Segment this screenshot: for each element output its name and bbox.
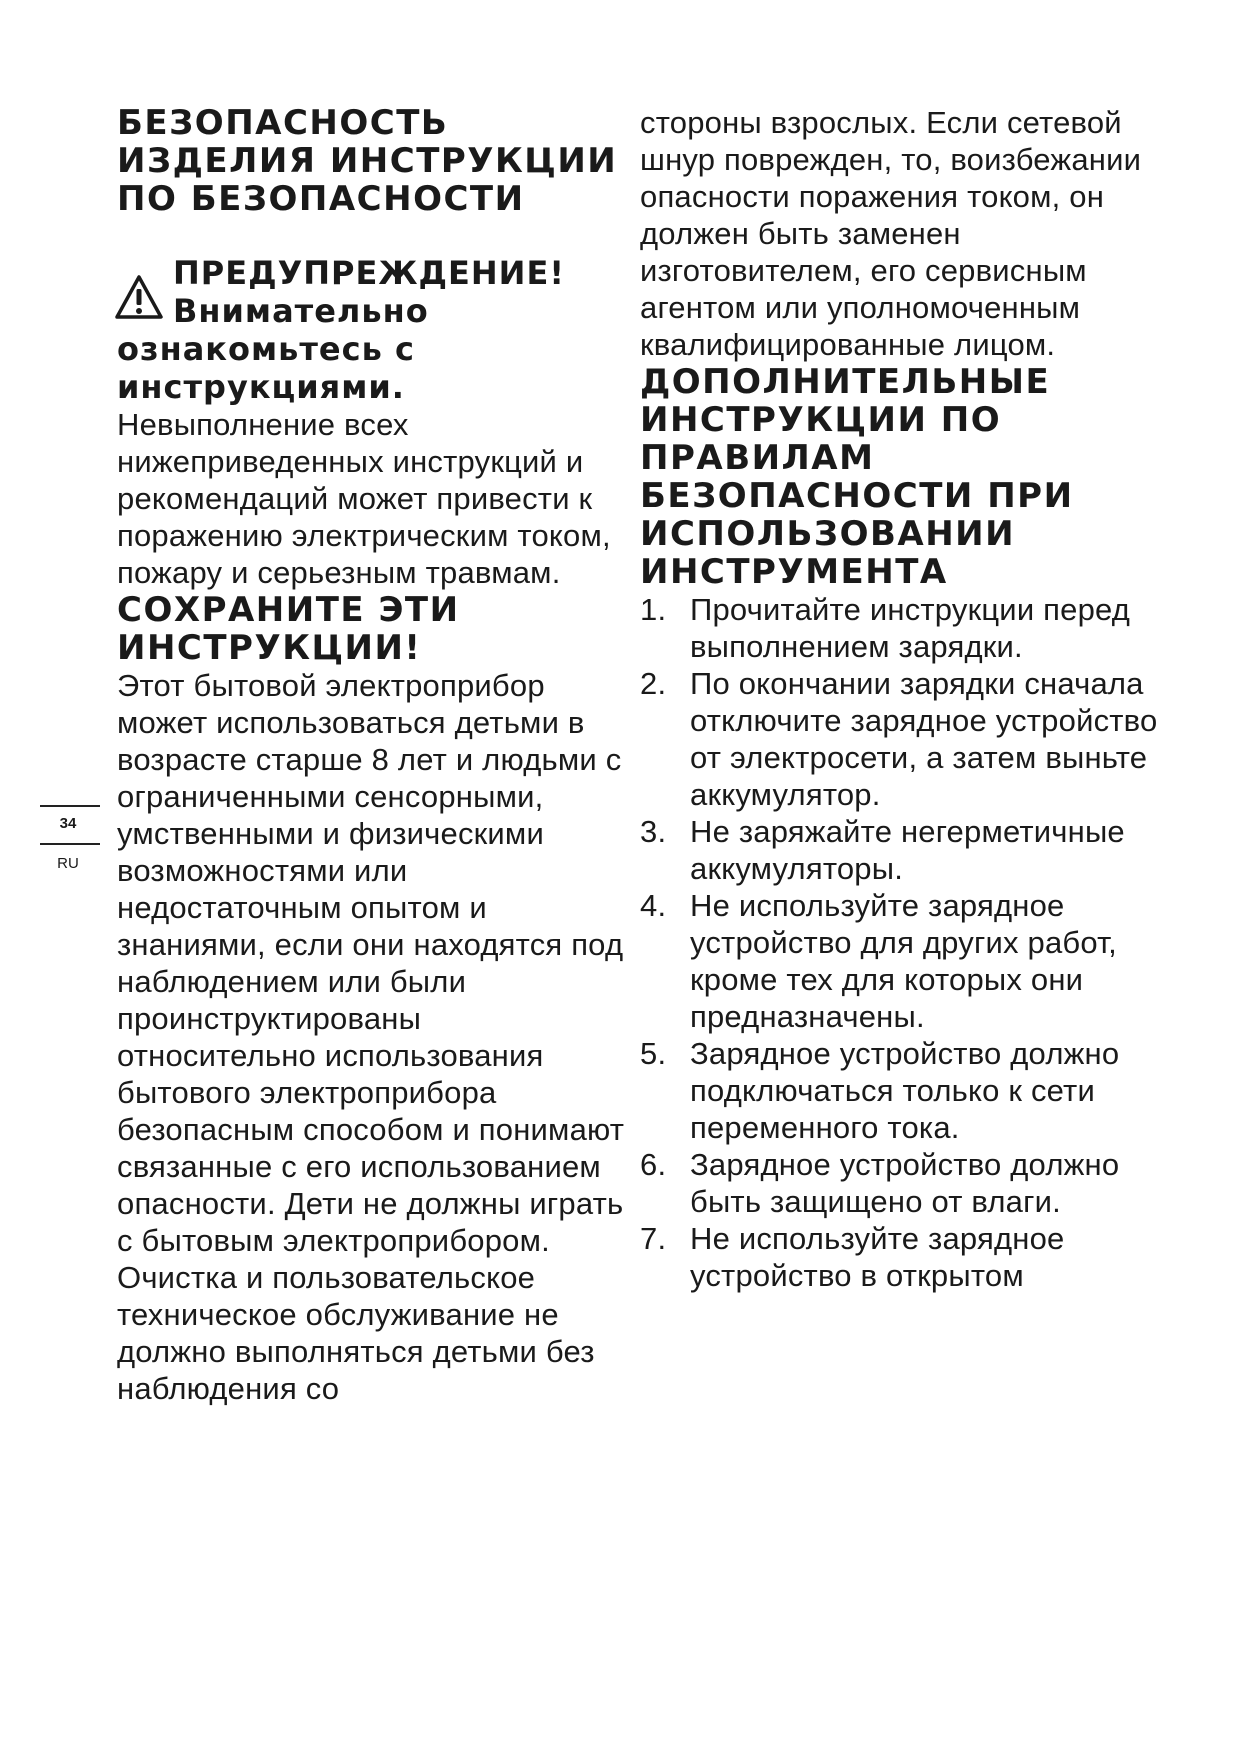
warning-block [117,254,627,406]
list-item: 5. Зарядное устройство должно подключаться только к сети переменного тока. [640,1036,1120,1145]
list-item: 2. По окончании зарядки сначала отключите зарядное устройство от электросети, а затем выньте аккумулятор. [640,666,1158,812]
page-marker [40,805,100,872]
warning-heading [117,254,627,406]
language-code: RU [57,855,79,872]
section-heading-safety: БЕЗОПАСНОСТЬ ИЗДЕЛИЯ ИНСТРУКЦИИ ПО БЕЗОПАСНОСТИ [117,103,618,219]
additional-rules-heading: ДОПОЛНИТЕЛЬНЫЕ ИНСТРУКЦИИ ПО ПРАВИЛАМ БЕЗОПАСНОСТИ ПРИ ИСПОЛЬЗОВАНИИ ИНСТРУМЕНТА [640,362,1074,592]
list-item: 1. Прочитайте инструкции перед выполнением зарядки. [640,592,1131,664]
list-item: 3. Не заряжайте негерметичные аккумуляторы. [640,814,1125,886]
children-usage-text: Этот бытовой электроприбор может использоваться детьми в возрасте старше 8 лет и людьми с ограниченными сенсорными, умственными и физическими возможностями или недостаточным опытом и знаниями, если они находятся под наблюдением или были проинструктированы относительно использования бытового электроприбора безопасным способом и понимают связанные с его использованием опасности. Дети не должны играть с бытовым электроприбором. Очистка и пользовательское техническое обслуживание не должно выполняться детьми без наблюдения со [117,668,625,1406]
continuation-text: стороны взрослых. Если сетевой шнур поврежден, то, воизбежании опасности поражения током, он должен быть заменен изготовителем, его сервисным агентом или уполномоченным квалифицированные лицом. [640,105,1142,362]
rules-list [640,591,1160,1294]
warning-subtitle: Внимательно ознакомьтесь с инструкциями. [117,292,429,406]
list-item: 6. Зарядное устройство должно быть защищено от влаги. [640,1147,1120,1219]
warning-triangle-icon [114,274,164,320]
list-item: 7. Не используйте зарядное устройство в открытом [640,1221,1065,1293]
page-number: 34 [59,815,77,832]
left-column [117,104,627,1407]
save-instructions-heading: СОХРАНИТЕ ЭТИ ИНСТРУКЦИИ! [117,590,460,668]
warning-title: ПРЕДУПРЕЖДЕНИЕ! [173,254,565,292]
right-column [640,104,1160,1294]
warning-body: Невыполнение всех нижеприведенных инструкций и рекомендаций может привести к поражению электрическим током, пожару и серьезным травмам. [117,407,611,590]
list-item: 4. Не используйте зарядное устройство для других работ, кроме тех для которых они предназначены. [640,888,1117,1034]
